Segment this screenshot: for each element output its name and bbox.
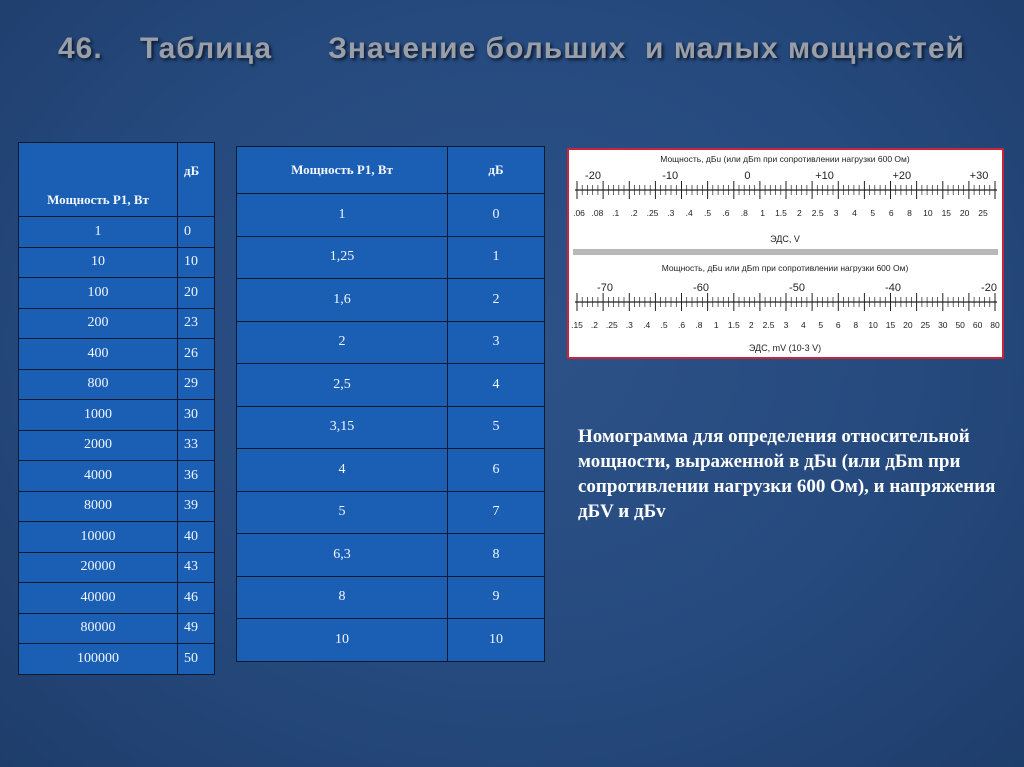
power-cell: 4 (237, 449, 448, 492)
db-cell: 29 (178, 369, 215, 400)
voltage-tick-label: .8 (695, 320, 703, 330)
table-row (19, 247, 215, 278)
db-cell: 49 (178, 613, 215, 644)
voltage-tick-label: 5 (818, 320, 824, 330)
db-cell: 8 (448, 534, 545, 577)
power-cell: 40000 (19, 583, 178, 614)
column-header-power: Мощность P1, Вт (19, 143, 178, 217)
db-tick-label: 0 (744, 170, 751, 182)
voltage-tick-label: 3 (833, 208, 839, 218)
power-cell: 100 (19, 278, 178, 309)
power-cell: 100000 (19, 644, 178, 675)
power-cell: 10 (237, 619, 448, 662)
voltage-tick-label: .4 (685, 208, 693, 218)
db-cell: 0 (448, 194, 545, 237)
voltage-tick-label: .4 (643, 320, 651, 330)
db-cell: 33 (178, 430, 215, 461)
db-cell: 1 (448, 236, 545, 279)
power-cell: 10000 (19, 522, 178, 553)
table-row (19, 400, 215, 431)
db-cell: 3 (448, 321, 545, 364)
db-cell: 26 (178, 339, 215, 370)
voltage-tick-label: 6 (888, 208, 894, 218)
db-cell: 6 (448, 449, 545, 492)
voltage-tick-label: 15 (941, 208, 952, 218)
db-cell: 7 (448, 491, 545, 534)
voltage-tick-label: 10 (923, 208, 933, 218)
table-header-row (19, 143, 215, 217)
db-tick-label: -20 (981, 282, 997, 294)
db-tick-label: -10 (662, 170, 679, 182)
slide-title: 46. Таблица Значение больших и малых мощностей (58, 32, 965, 65)
voltage-tick-label: 20 (903, 320, 913, 330)
voltage-tick-label: 1.5 (727, 320, 740, 330)
db-cell: 23 (178, 308, 215, 339)
voltage-tick-label: 1.5 (775, 208, 787, 218)
power-cell: 400 (19, 339, 178, 370)
db-cell: 20 (178, 278, 215, 309)
table-row (19, 308, 215, 339)
table-row (19, 430, 215, 461)
voltage-tick-label: 3 (783, 320, 789, 330)
db-cell: 10 (448, 619, 545, 662)
voltage-tick-label: 80 (990, 320, 1000, 330)
table-row (19, 552, 215, 583)
top-scale-unit: ЭДС, V (770, 234, 800, 244)
db-tick-label: -50 (789, 282, 805, 294)
voltage-tick-label: 6 (835, 320, 841, 330)
voltage-tick-label: .15 (571, 320, 583, 330)
column-header-power: Мощность P1, Вт (237, 147, 448, 194)
db-cell: 36 (178, 461, 215, 492)
large-power-table (18, 142, 215, 675)
power-cell: 1 (237, 194, 448, 237)
table-row (19, 491, 215, 522)
nomogram-image (567, 148, 1004, 359)
table-row (19, 522, 215, 553)
table-row (19, 583, 215, 614)
db-cell: 10 (178, 247, 215, 278)
scale-separator (573, 249, 998, 255)
power-cell: 800 (19, 369, 178, 400)
voltage-tick-label: 60 (972, 320, 983, 330)
power-cell: 80000 (19, 613, 178, 644)
voltage-tick-label: 30 (938, 320, 948, 330)
db-cell: 4 (448, 364, 545, 407)
voltage-tick-label: .8 (740, 208, 748, 218)
voltage-tick-label: 15 (885, 320, 896, 330)
db-cell: 40 (178, 522, 215, 553)
db-cell: 46 (178, 583, 215, 614)
table-row (237, 406, 545, 449)
power-cell: 4000 (19, 461, 178, 492)
voltage-tick-label: 4 (801, 320, 806, 330)
table-row (237, 619, 545, 662)
table-row (19, 369, 215, 400)
nomogram-caption: Номограмма для определения относительной мощности, выраженной в дБu (или дБm при сопротивлении нагрузки 600 Ом), и напряжения дБV и дБv (578, 426, 996, 522)
db-tick-label: -60 (693, 282, 709, 294)
voltage-tick-label: 2.5 (762, 320, 775, 330)
db-tick-label: -40 (885, 282, 901, 294)
db-tick-label: +20 (892, 170, 912, 182)
table-row (19, 217, 215, 248)
table-row (19, 613, 215, 644)
table-row (237, 194, 545, 237)
nomogram-scales (569, 150, 1002, 357)
db-cell: 9 (448, 576, 545, 619)
top-scale-title: Мощность, дБu (или дБm при сопротивлении нагрузки 600 Ом) (660, 154, 910, 164)
voltage-tick-label: 20 (959, 208, 970, 218)
db-tick-label: +30 (969, 170, 989, 182)
table-row (237, 321, 545, 364)
table-row (237, 364, 545, 407)
voltage-tick-label: 25 (920, 320, 931, 330)
voltage-tick-label: .25 (646, 208, 659, 218)
power-cell: 10 (19, 247, 178, 278)
table-row (19, 461, 215, 492)
table-row (237, 236, 545, 279)
db-cell: 50 (178, 644, 215, 675)
voltage-tick-label: .3 (625, 320, 633, 330)
db-cell: 30 (178, 400, 215, 431)
table-row (237, 491, 545, 534)
table-row (237, 279, 545, 322)
voltage-tick-label: 1 (713, 320, 719, 330)
column-header-db: дБ (178, 143, 215, 217)
db-cell: 43 (178, 552, 215, 583)
power-cell: 2,5 (237, 364, 448, 407)
voltage-tick-label: 2 (797, 208, 802, 218)
db-cell: 5 (448, 406, 545, 449)
power-cell: 8 (237, 576, 448, 619)
voltage-tick-label: .6 (722, 208, 730, 218)
power-cell: 1000 (19, 400, 178, 431)
power-cell: 2000 (19, 430, 178, 461)
voltage-tick-label: 50 (955, 320, 965, 330)
power-cell: 1 (19, 217, 178, 248)
voltage-tick-label: .6 (677, 320, 686, 330)
power-cell: 6,3 (237, 534, 448, 577)
power-cell: 2 (237, 321, 448, 364)
voltage-tick-label: .5 (660, 320, 668, 330)
db-tick-label: +10 (815, 170, 834, 182)
bottom-scale-title: Мощность, дБu или дБm при сопротивлении нагрузки 600 Ом) (661, 263, 909, 273)
voltage-tick-label: .2 (630, 208, 638, 218)
power-cell: 20000 (19, 552, 178, 583)
voltage-tick-label: 5 (870, 208, 876, 218)
table-row (237, 449, 545, 492)
voltage-tick-label: 10 (868, 320, 878, 330)
db-tick-label: -20 (585, 170, 601, 182)
voltage-tick-label: .2 (590, 320, 598, 330)
voltage-tick-label: .06 (573, 208, 585, 218)
voltage-tick-label: .5 (703, 208, 712, 218)
voltage-tick-label: 25 (978, 208, 988, 218)
db-tick-label: -70 (597, 282, 613, 294)
power-cell: 3,15 (237, 406, 448, 449)
db-cell: 39 (178, 491, 215, 522)
voltage-tick-label: 2.5 (811, 208, 824, 218)
power-cell: 200 (19, 308, 178, 339)
voltage-tick-label: 4 (852, 208, 857, 218)
table-row (19, 278, 215, 309)
bottom-scale-unit: ЭДС, mV (10-3 V) (748, 343, 822, 353)
table-row (237, 576, 545, 619)
table-row (19, 644, 215, 675)
voltage-tick-label: 8 (907, 208, 912, 218)
power-cell: 1,6 (237, 279, 448, 322)
db-cell: 2 (448, 279, 545, 322)
voltage-tick-label: .25 (605, 320, 618, 330)
voltage-tick-label: .1 (612, 208, 620, 218)
table-row (19, 339, 215, 370)
voltage-tick-label: 8 (853, 320, 859, 330)
table-header-row (237, 147, 545, 194)
power-cell: 8000 (19, 491, 178, 522)
column-header-db: дБ (448, 147, 545, 194)
power-cell: 5 (237, 491, 448, 534)
voltage-tick-label: 1 (760, 208, 765, 218)
table-row (237, 534, 545, 577)
voltage-tick-label: .08 (591, 208, 604, 218)
small-power-table (236, 146, 545, 662)
voltage-tick-label: .3 (667, 208, 675, 218)
db-cell: 0 (178, 217, 215, 248)
power-cell: 1,25 (237, 236, 448, 279)
voltage-tick-label: 2 (748, 320, 754, 330)
